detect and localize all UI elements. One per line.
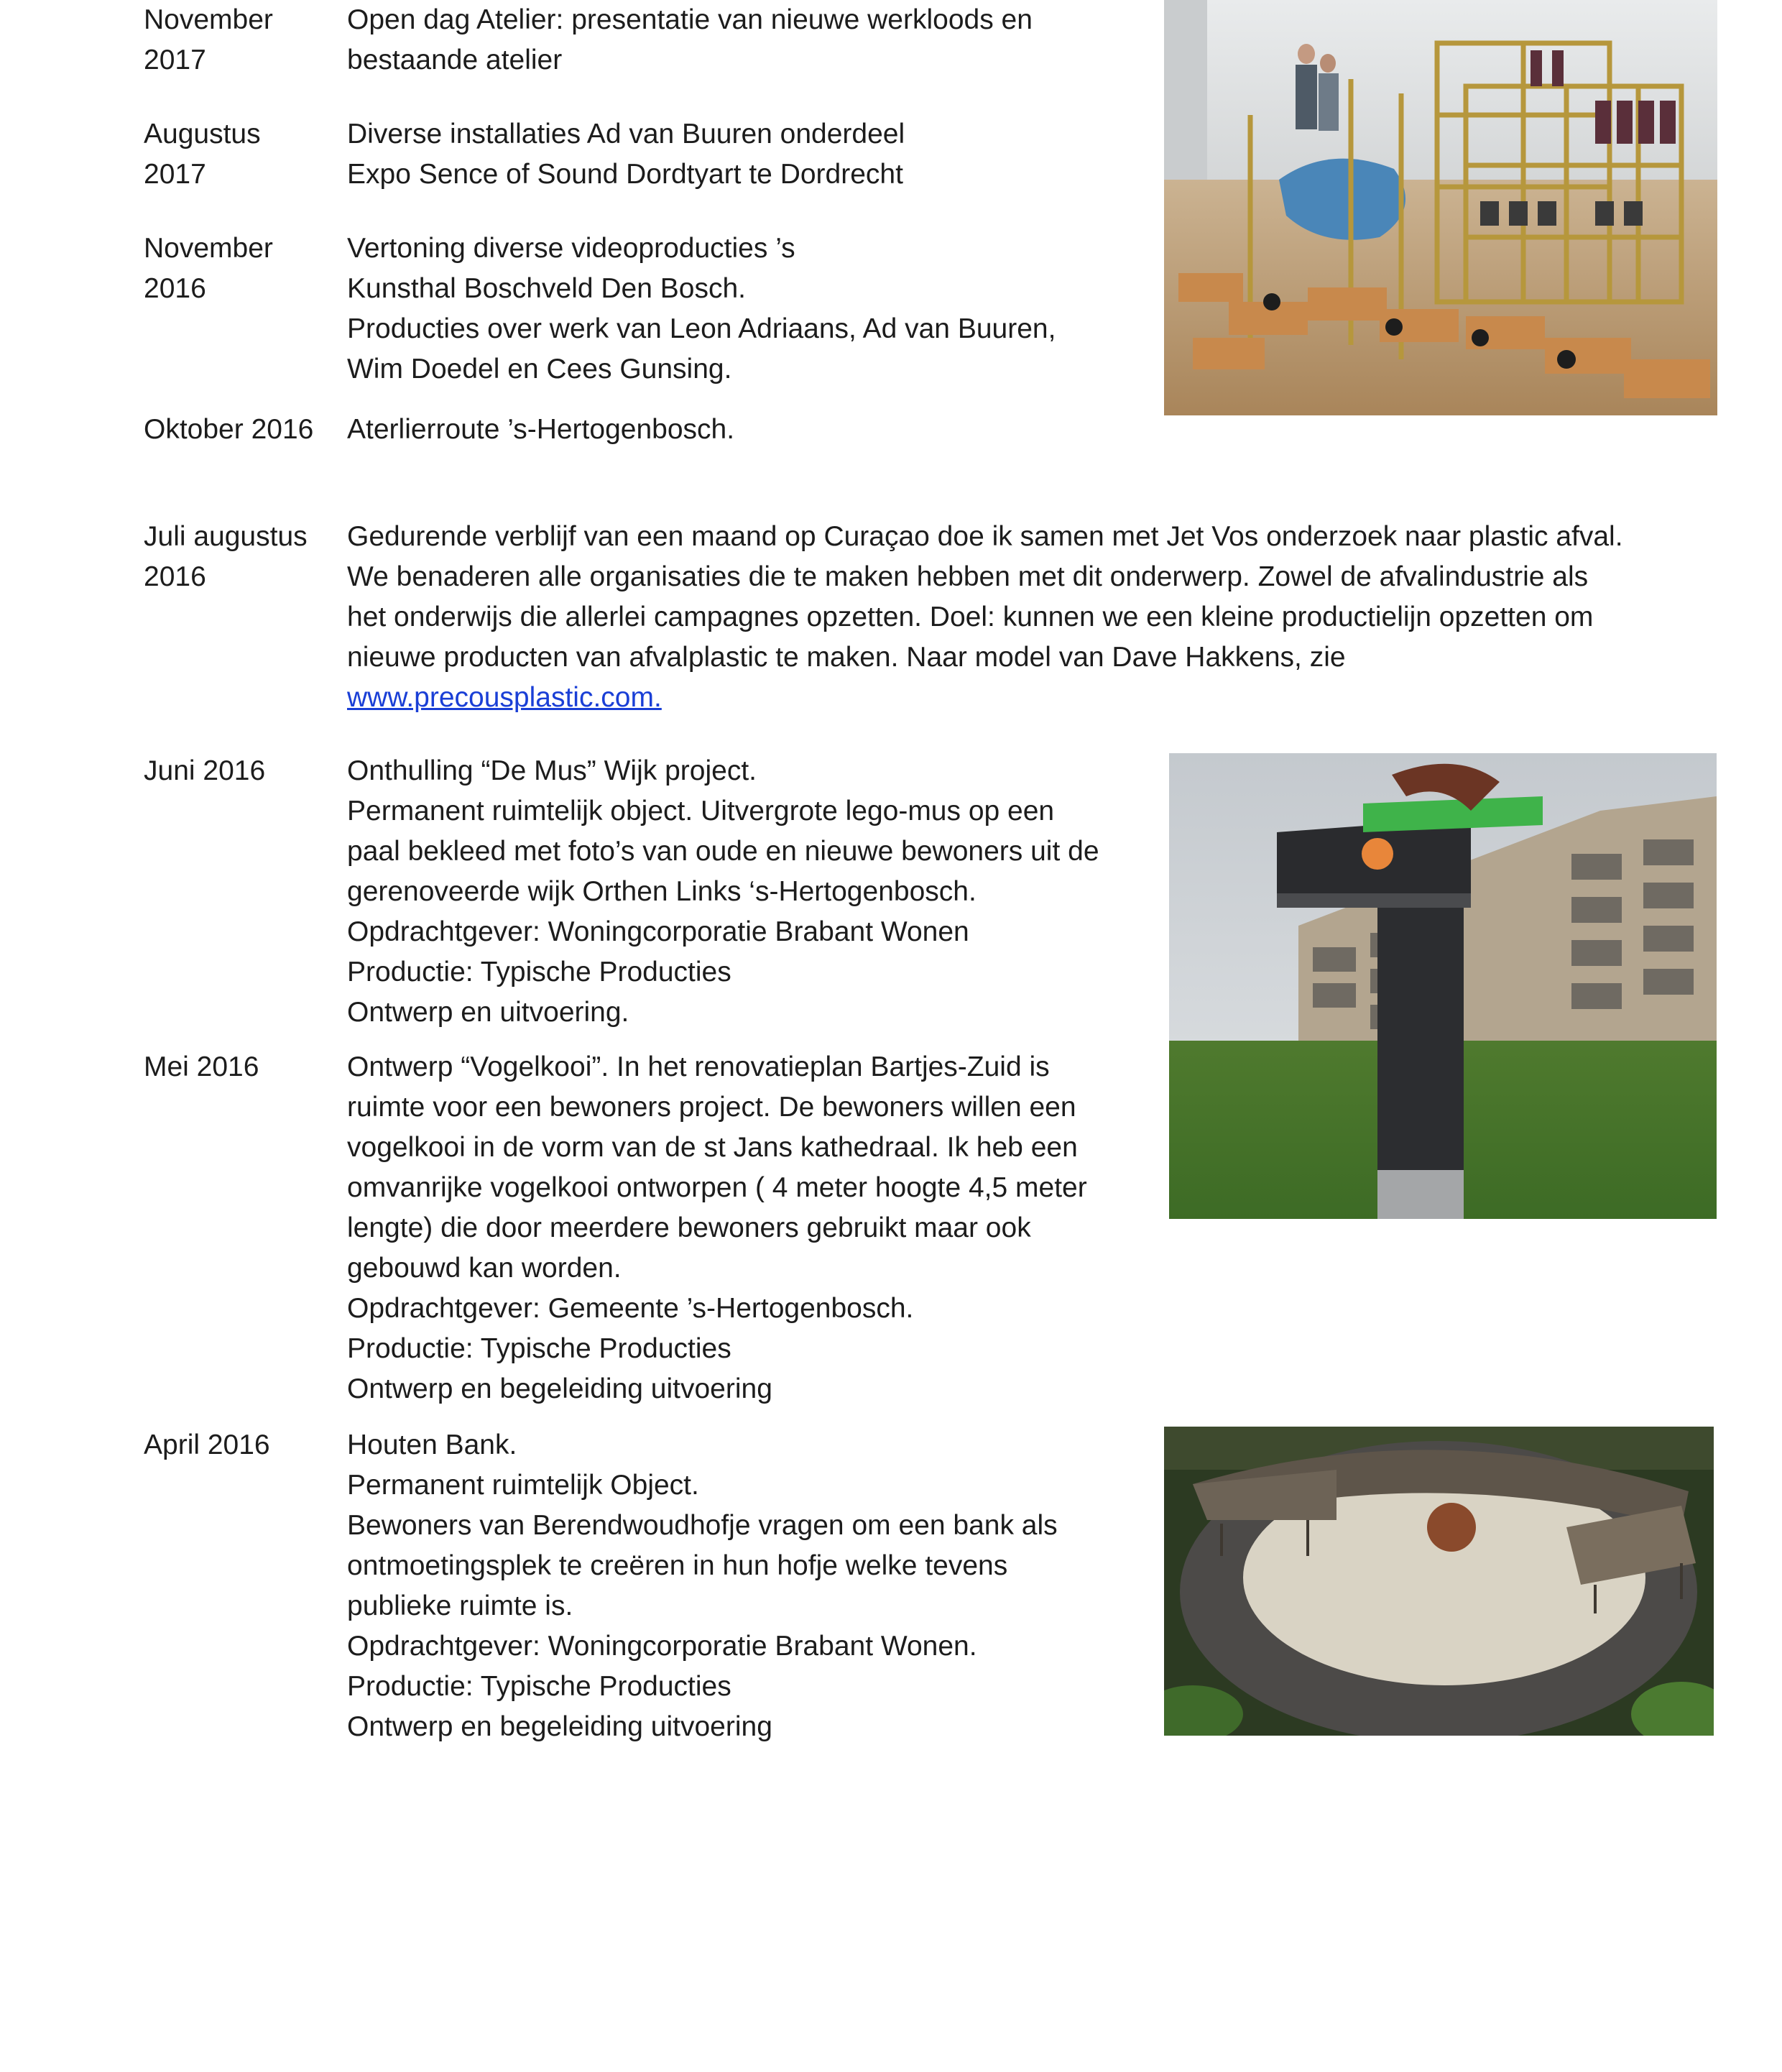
entry-text <box>347 517 1623 718</box>
entry-line: Opdrachtgever: Gemeente ’s-Hertogenbosch. <box>347 1293 914 1324</box>
entry-text <box>347 0 1033 80</box>
entry-text <box>347 114 905 195</box>
entry-line: publieke ruimte is. <box>347 1590 573 1621</box>
entry-line: Gedurende verblijf van een maand op Curaçao doe ik samen met Jet Vos onderzoek naar plastic afval. <box>347 521 1623 552</box>
entry-line: gerenoveerde wijk Orthen Links ‘s-Hertogenbosch. <box>347 876 977 907</box>
entry-line: het onderwijs die allerlei campagnes opzetten. Doel: kunnen we een kleine productielijn opzetten om <box>347 602 1594 632</box>
precious-plastic-link[interactable]: www.precousplastic.com. <box>347 682 662 713</box>
entry-text <box>347 751 1099 1033</box>
entry-line: omvanrijke vogelkooi ontworpen ( 4 meter hoogte 4,5 meter <box>347 1172 1087 1203</box>
entry-line: vogelkooi in de vorm van de st Jans kathedraal. Ik heb een <box>347 1132 1078 1163</box>
entry-date: Mei 2016 <box>144 1051 259 1082</box>
entry-line: Producties over werk van Leon Adriaans, Ad van Buuren, <box>347 313 1056 344</box>
entry-text <box>347 410 734 450</box>
entry-line: Ontwerp en begeleiding uitvoering <box>347 1373 772 1404</box>
entry-line: Diverse installaties Ad van Buuren onderdeel <box>347 119 905 149</box>
entry-text <box>347 1425 1058 1747</box>
entry-line: Expo Sence of Sound Dordtyart te Dordrecht <box>347 159 903 190</box>
entry-line: Productie: Typische Producties <box>347 1671 731 1702</box>
entry-date: November 2017 <box>144 4 273 75</box>
entry-line: gebouwd kan worden. <box>347 1253 622 1284</box>
entry-line: Kunsthal Boschveld Den Bosch. <box>347 273 746 304</box>
entry-date: November 2016 <box>144 233 273 304</box>
wooden-bench-photo <box>1164 1427 1714 1736</box>
entry-line: ontmoetingsplek te creëren in hun hofje welke tevens <box>347 1550 1008 1581</box>
entry-line: Opdrachtgever: Woningcorporatie Brabant Wonen <box>347 916 969 947</box>
entry-text <box>347 229 1056 390</box>
entry-line: Bewoners van Berendwoudhofje vragen om een bank als <box>347 1510 1058 1541</box>
entry-line: Houten Bank. <box>347 1429 517 1460</box>
entry-date: Oktober 2016 <box>144 414 314 445</box>
entry-line: Open dag Atelier: presentatie van nieuwe werkloods en <box>347 4 1033 35</box>
entry-date: Juli augustus 2016 <box>144 521 308 592</box>
entry-line: We benaderen alle organisaties die te maken hebben met dit onderwerp. Zowel de afvalindustrie als <box>347 561 1589 592</box>
de-mus-sculpture-photo <box>1169 753 1717 1219</box>
entry-line: Ontwerp en begeleiding uitvoering <box>347 1711 772 1742</box>
entry-line: Vertoning diverse videoproducties ’s <box>347 233 795 264</box>
entry-line: Wim Doedel en Cees Gunsing. <box>347 354 732 385</box>
entry-line: bestaande atelier <box>347 45 563 75</box>
entry-date: April 2016 <box>144 1429 270 1460</box>
entry-line: lengte) die door meerdere bewoners gebruikt maar ook <box>347 1212 1031 1243</box>
entry-line: Permanent ruimtelijk Object. <box>347 1470 699 1501</box>
entry-date: Augustus 2017 <box>144 119 261 190</box>
installation-photo <box>1164 0 1717 415</box>
entry-line: Onthulling “De Mus” Wijk project. <box>347 755 757 786</box>
entry-line: Aterlierroute ’s-Hertogenbosch. <box>347 414 735 445</box>
entry-line: Ontwerp en uitvoering. <box>347 997 629 1028</box>
entry-line: ruimte voor een bewoners project. De bewoners willen een <box>347 1092 1076 1123</box>
entry-line: nieuwe producten van afvalplastic te maken. Naar model van Dave Hakkens, zie <box>347 642 1346 673</box>
entry-line: Ontwerp “Vogelkooi”. In het renovatieplan Bartjes-Zuid is <box>347 1051 1050 1082</box>
entry-line: Productie: Typische Producties <box>347 957 731 987</box>
entry-date: Juni 2016 <box>144 755 266 786</box>
entry-line: paal bekleed met foto’s van oude en nieuwe bewoners uit de <box>347 836 1099 867</box>
entry-line: Productie: Typische Producties <box>347 1333 731 1364</box>
entry-line: Opdrachtgever: Woningcorporatie Brabant Wonen. <box>347 1631 977 1662</box>
entry-text <box>347 1047 1087 1409</box>
entry-line: Permanent ruimtelijk object. Uitvergrote lego-mus op een <box>347 796 1055 827</box>
